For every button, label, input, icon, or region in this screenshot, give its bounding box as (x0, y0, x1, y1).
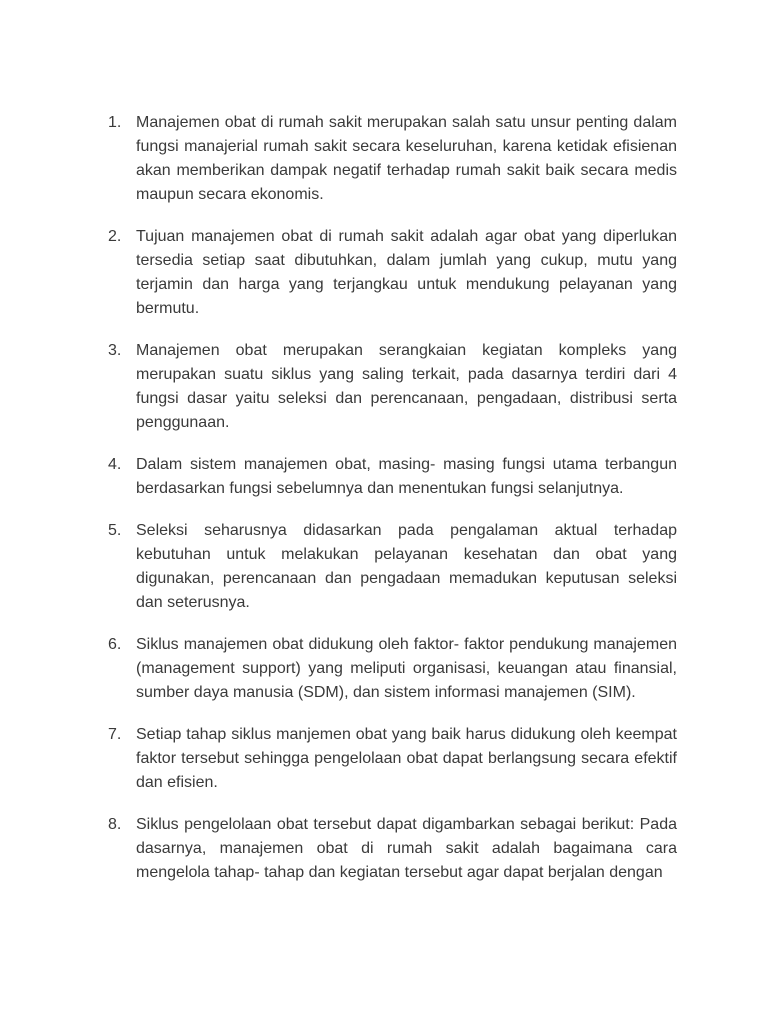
list-item (108, 723, 677, 795)
list-item-text: Manajemen obat di rumah sakit merupakan salah satu unsur penting dalam fungsi manajerial rumah sakit secara keseluruhan, karena ketidak efisienan akan memberikan dampak negatif terhadap rumah sakit baik secara medis maupun secara ekonomis. (136, 114, 677, 203)
list-item (108, 111, 677, 207)
list-item-text: Setiap tahap siklus manjemen obat yang baik harus didukung oleh keempat faktor tersebut sehingga pengelolaan obat dapat berlangsung secara efektif dan efisien. (136, 726, 677, 791)
list-item-text: Manajemen obat merupakan serangkaian kegiatan kompleks yang merupakan suatu siklus yang saling terkait, pada dasarnya terdiri dari 4 fungsi dasar yaitu seleksi dan perencanaan, pengadaan, distribusi serta penggunaan. (136, 342, 677, 431)
list-item-number: 8. (108, 816, 122, 833)
list-item-text: Dalam sistem manajemen obat, masing- masing fungsi utama terbangun berdasarkan fungsi sebelumnya dan menentukan fungsi selanjutnya. (136, 456, 677, 497)
list-item-text: Seleksi seharusnya didasarkan pada pengalaman aktual terhadap kebutuhan untuk melakukan pelayanan kesehatan dan obat yang digunakan, perencanaan dan pengadaan memadukan keputusan seleksi dan seterusnya. (136, 522, 677, 611)
list-item (108, 519, 677, 615)
list-item (108, 339, 677, 435)
list-item (108, 453, 677, 501)
list-item-number: 6. (108, 636, 122, 653)
list-item-text: Tujuan manajemen obat di rumah sakit adalah agar obat yang diperlukan tersedia setiap saat dibutuhkan, dalam jumlah yang cukup, mutu yang terjamin dan harga yang terjangkau untuk mendukung pelayanan yang bermutu. (136, 228, 677, 317)
list-item-text: Siklus pengelolaan obat tersebut dapat digambarkan sebagai berikut: Pada dasarnya, manajemen obat di rumah sakit adalah bagaimana cara mengelola tahap- tahap dan kegiatan tersebut agar dapat berjalan dengan (136, 816, 677, 881)
list-item (108, 225, 677, 321)
list-item-number: 4. (108, 456, 122, 473)
list-item-number: 5. (108, 522, 122, 539)
list-item (108, 813, 677, 885)
list-item-number: 7. (108, 726, 122, 743)
list-item (108, 633, 677, 705)
list-item-number: 2. (108, 228, 122, 245)
list-item-number: 1. (108, 114, 122, 131)
list-item-text: Siklus manajemen obat didukung oleh faktor- faktor pendukung manajemen (management support) yang meliputi organisasi, keuangan atau finansial, sumber daya manusia (SDM), dan sistem informasi manajemen (SIM). (136, 636, 677, 701)
numbered-list (108, 111, 677, 885)
list-item-number: 3. (108, 342, 122, 359)
